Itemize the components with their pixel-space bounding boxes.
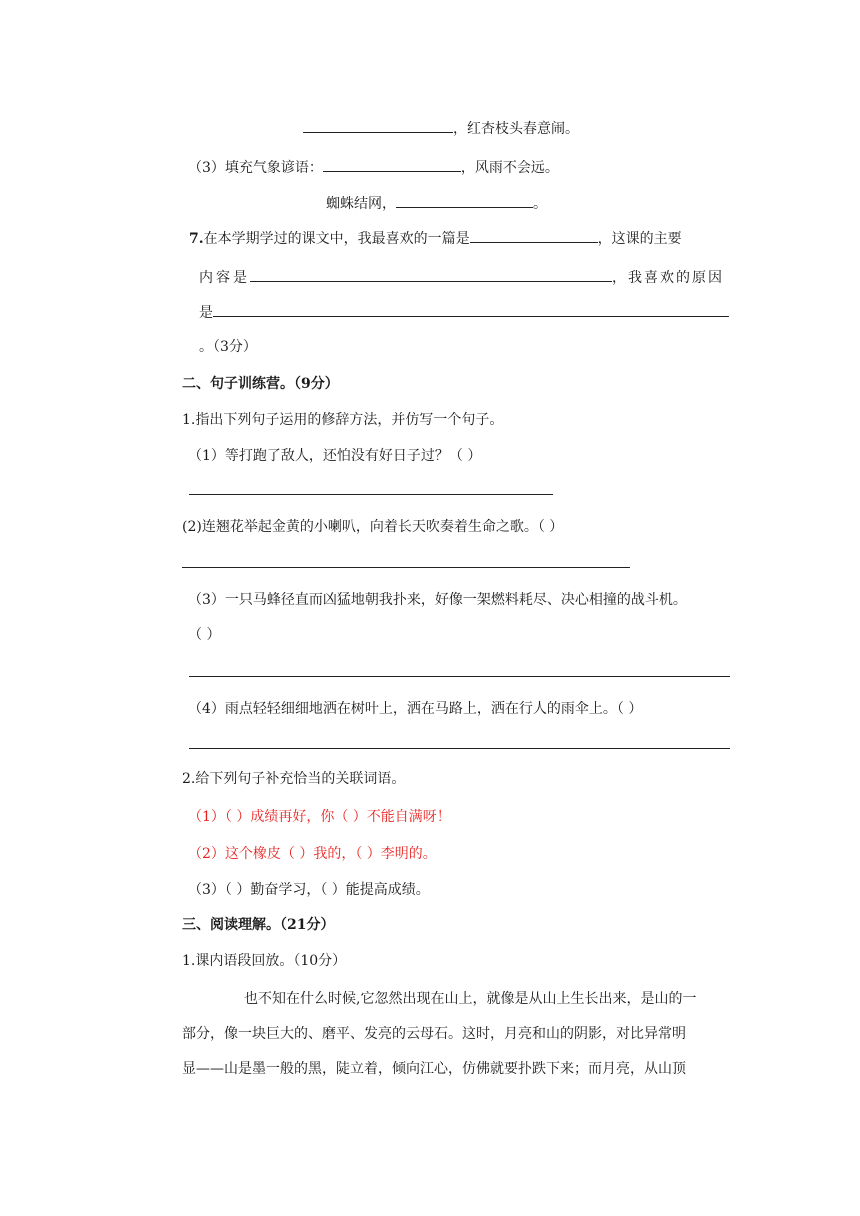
poem-line-1: ，红杏枝头春意闹。 (303, 118, 579, 138)
question-7-line3: 是 (199, 302, 729, 322)
rhetoric-item-1: （1）等打跑了敌人，还怕没有好日子过？（ ） (188, 448, 482, 464)
rhetoric-item-4: （4）雨点轻轻细细地洒在树叶上，洒在马路上，洒在行人的雨伞上。（ ） (188, 701, 643, 717)
passage-line-3: 显——山是墨一般的黑，陡立着，倾向江心，仿佛就要扑跌下来；而月亮，从山顶 (182, 1061, 686, 1077)
answer-blank[interactable] (303, 118, 453, 133)
conjunction-item-2: （2）这个橡皮（ ）我的，（ ）李明的。 (188, 846, 437, 862)
conjunction-item-1: （1）（ ）成绩再好，你（ ）不能自满呀！ (188, 809, 451, 825)
answer-blank[interactable] (470, 228, 598, 243)
question-7-line2: 内容是 ，我喜欢的原因 (199, 267, 724, 287)
answer-line[interactable] (182, 567, 630, 568)
question-2-1-title: 1.指出下列句子运用的修辞方法，并仿写一个句子。 (182, 412, 504, 428)
answer-blank[interactable] (250, 267, 612, 282)
section-3-heading: 三、阅读理解。（21分） (182, 917, 335, 933)
answer-blank[interactable] (213, 302, 729, 317)
conjunction-item-3: （3）（ ）勤奋学习，（ ）能提高成绩。 (188, 882, 430, 898)
answer-line[interactable] (189, 748, 730, 749)
question-7-line1: 7.在本学期学过的课文中，我最喜欢的一篇是 ，这课的主要 (189, 228, 682, 248)
section-2-heading: 二、句子训练营。（9分） (182, 376, 339, 392)
question-7-line4: 。（3分） (199, 339, 257, 355)
answer-line[interactable] (189, 494, 553, 495)
rhetoric-item-3-paren: （ ） (188, 627, 221, 643)
passage-line-1: 也不知在什么时候,它忽然出现在山上，就像是从山上生长出来，是山的一 (244, 991, 697, 1007)
rhetoric-item-3: （3）一只马蜂径直而凶猛地朝我扑来，好像一架燃料耗尽、决心相撞的战斗机。 (188, 592, 687, 608)
rhetoric-item-2: (2)连翘花举起金黄的小喇叭，向着长天吹奏着生命之歌。（ ） (182, 519, 564, 535)
reading-question-1-title: 1.课内语段回放。（10分） (182, 953, 347, 969)
answer-blank[interactable] (323, 157, 461, 172)
passage-line-2: 部分，像一块巨大的、磨平、发亮的云母石。这时，月亮和山的阴影，对比异常明 (182, 1026, 686, 1042)
answer-blank[interactable] (396, 193, 533, 208)
question-3-proverb-line2: 蜘蛛结网， 。 (326, 193, 547, 213)
answer-line[interactable] (189, 676, 730, 677)
question-3-proverb: （3）填充气象谚语： ，风雨不会远。 (188, 157, 559, 177)
question-2-2-title: 2.给下列句子补充恰当的关联词语。 (182, 771, 406, 787)
